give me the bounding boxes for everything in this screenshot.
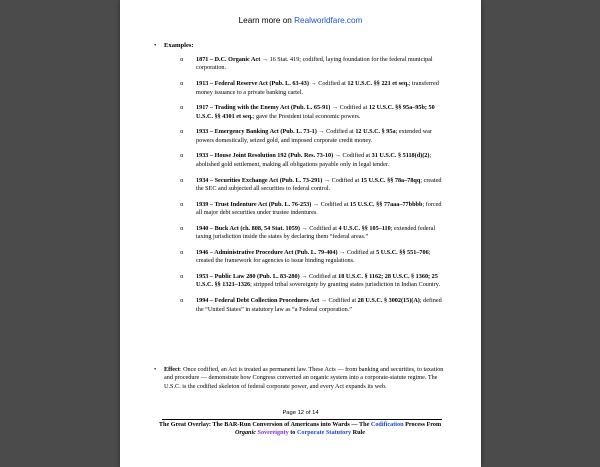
header-prefix: Learn more on	[238, 16, 295, 25]
bullet-icon: •	[154, 42, 157, 49]
act-effect: ; extended war powers domestically, seized gold, and imposed corporate credit money.	[196, 128, 432, 144]
page-number: Page 12 of 14	[282, 410, 319, 416]
footer-to: to	[288, 429, 297, 437]
act-codification: 28 U.S.C. § 3002(15)(A)	[357, 297, 420, 305]
footer-divider	[162, 419, 442, 420]
act-codification: 12 U.S.C. §§ 221 et seq.	[347, 80, 409, 88]
act-effect: ; stripped tribal sovereignty by granting states jurisdiction in Indian Country.	[250, 281, 440, 289]
act-title: 1994 – Federal Debt Collection Procedures Act	[196, 297, 320, 305]
circle-bullet-icon: o	[180, 225, 184, 232]
act-effect: ; abolished gold settlement, making all obligations payable only in legal tender.	[196, 152, 432, 168]
act-description: → Codified at	[308, 80, 348, 88]
act-description: → Codified at	[316, 128, 356, 136]
circle-bullet-icon: o	[180, 273, 184, 280]
act-list-item	[180, 297, 442, 314]
effect-paragraph	[154, 366, 444, 391]
act-codification: 12 U.S.C. §§ 95a–95b; 50 U.S.C. §§ 4301 et seq.	[196, 104, 435, 120]
footer-codification: Codification	[370, 421, 404, 428]
act-title: 1933 – House Joint Resolution 192 (Pub. Res. 73-10)	[196, 152, 334, 160]
circle-bullet-icon: o	[180, 153, 184, 160]
act-description: → Codified at	[333, 152, 372, 160]
footer-title	[150, 421, 450, 437]
circle-bullet-icon: o	[180, 129, 184, 136]
footer-organic: Organic	[234, 429, 256, 437]
examples-heading	[154, 42, 194, 49]
act-title: 1946 – Administrative Procedure Act (Pub. L. 79-404)	[196, 248, 338, 256]
effect-label: Effect	[164, 366, 180, 373]
footer-corporate-statutory: Corporate Statutory	[296, 429, 352, 437]
act-effect: ; created the SEC and subjected all securities to federal control.	[196, 176, 442, 192]
acts-list	[180, 56, 442, 321]
page-header	[120, 16, 481, 25]
act-description: → Codified at	[319, 297, 358, 305]
act-effect: ; defined the “United States” in statutory law as “a Federal corporation.”	[196, 297, 442, 313]
act-effect: ; gave the President total economic powers.	[252, 112, 361, 120]
act-list-item	[180, 56, 442, 73]
act-effect: ; forced all major debt securities under trustee indentures.	[196, 200, 442, 217]
act-list-item	[180, 201, 442, 218]
act-description: → Codified at	[299, 224, 339, 232]
circle-bullet-icon: o	[180, 105, 184, 112]
act-list-item	[180, 273, 442, 290]
circle-bullet-icon: o	[180, 81, 184, 88]
act-description: → Codified at	[337, 248, 377, 256]
act-codification: 5 U.S.C. §§ 551–706	[376, 248, 429, 256]
footer-title-part2: Process From	[403, 421, 442, 428]
footer-rule-word: Rule	[351, 429, 365, 437]
act-description: → Codified at	[311, 200, 350, 208]
act-effect: ; created the framework for agencies to issue binding regulations.	[196, 248, 431, 265]
act-codification: 4 U.S.C. §§ 105–110	[338, 224, 391, 232]
act-description: → Codified at	[299, 272, 339, 280]
act-effect: ; extended federal taxing jurisdiction inside the states by declaring them “federal areas.”	[196, 224, 436, 241]
footer-title-part1: The Great Overlay: The BAR-Run Conversion of Americans into Wards — The	[158, 421, 371, 428]
act-codification: 12 U.S.C. § 95a	[355, 128, 396, 136]
act-title: 1939 – Trust Indenture Act (Pub. L. 76-253)	[196, 200, 312, 208]
act-title: 1933 – Emergency Banking Act (Pub. L. 73-1)	[196, 128, 317, 136]
examples-label: Examples:	[164, 42, 194, 49]
act-codification: 15 U.S.C. §§ 78a–78qq	[360, 176, 421, 184]
act-list-item	[180, 152, 442, 169]
act-list-item	[180, 249, 442, 266]
act-list-item	[180, 104, 442, 121]
act-title: 1953 – Public Law 280 (Pub. L. 83-280)	[196, 272, 300, 280]
act-title: 1913 – Federal Reserve Act (Pub. L. 63-43)	[196, 80, 309, 88]
bullet-icon: •	[154, 366, 157, 373]
act-list-item	[180, 128, 442, 145]
act-description: → Codified at	[330, 104, 369, 112]
circle-bullet-icon: o	[180, 177, 184, 184]
circle-bullet-icon: o	[180, 201, 184, 208]
act-title: 1871 – D.C. Organic Act	[196, 56, 261, 63]
circle-bullet-icon: o	[180, 298, 184, 305]
pdf-page	[120, 0, 481, 467]
act-effect: ; transferred money issuance to a private banking cartel.	[196, 80, 439, 96]
act-list-item	[180, 80, 442, 97]
circle-bullet-icon: o	[180, 249, 184, 256]
act-codification: 15 U.S.C. §§ 77aaa–77bbbb	[349, 200, 423, 208]
act-description: → Codified at	[322, 176, 361, 184]
realworldfare-link[interactable]: Realworldfare.com	[294, 16, 363, 25]
act-codification: 18 U.S.C. § 1162; 28 U.S.C. § 1360; 25 U.S.C. §§ 1321–1326	[196, 272, 438, 289]
act-list-item	[180, 225, 442, 242]
act-description: → 16 Stat. 419; codified, laying foundation for the federal municipal corporation.	[196, 56, 433, 72]
act-list-item	[180, 177, 442, 194]
act-codification: 31 U.S.C. § 5118(d)(2)	[371, 152, 430, 160]
act-title: 1940 – Buck Act (ch. 808, 54 Stat. 1059)	[196, 224, 300, 232]
circle-bullet-icon: o	[180, 57, 184, 63]
footer-sovereignty: Sovereignty	[257, 429, 289, 437]
act-title: 1934 – Securities Exchange Act (Pub. L. 73-291)	[196, 176, 323, 184]
act-title: 1917 – Trading with the Enemy Act (Pub. L. 65-91)	[196, 104, 331, 112]
effect-text: : Once codified, an Act is treated as permanent law. These Acts — from banking and securities, to taxation and procedure — demonstrate how Congress converted an organic system into a corporate-statute regime. The U.S.C. is the codified skeleton of federal corporate power, and every Act expands its web.	[164, 366, 444, 390]
